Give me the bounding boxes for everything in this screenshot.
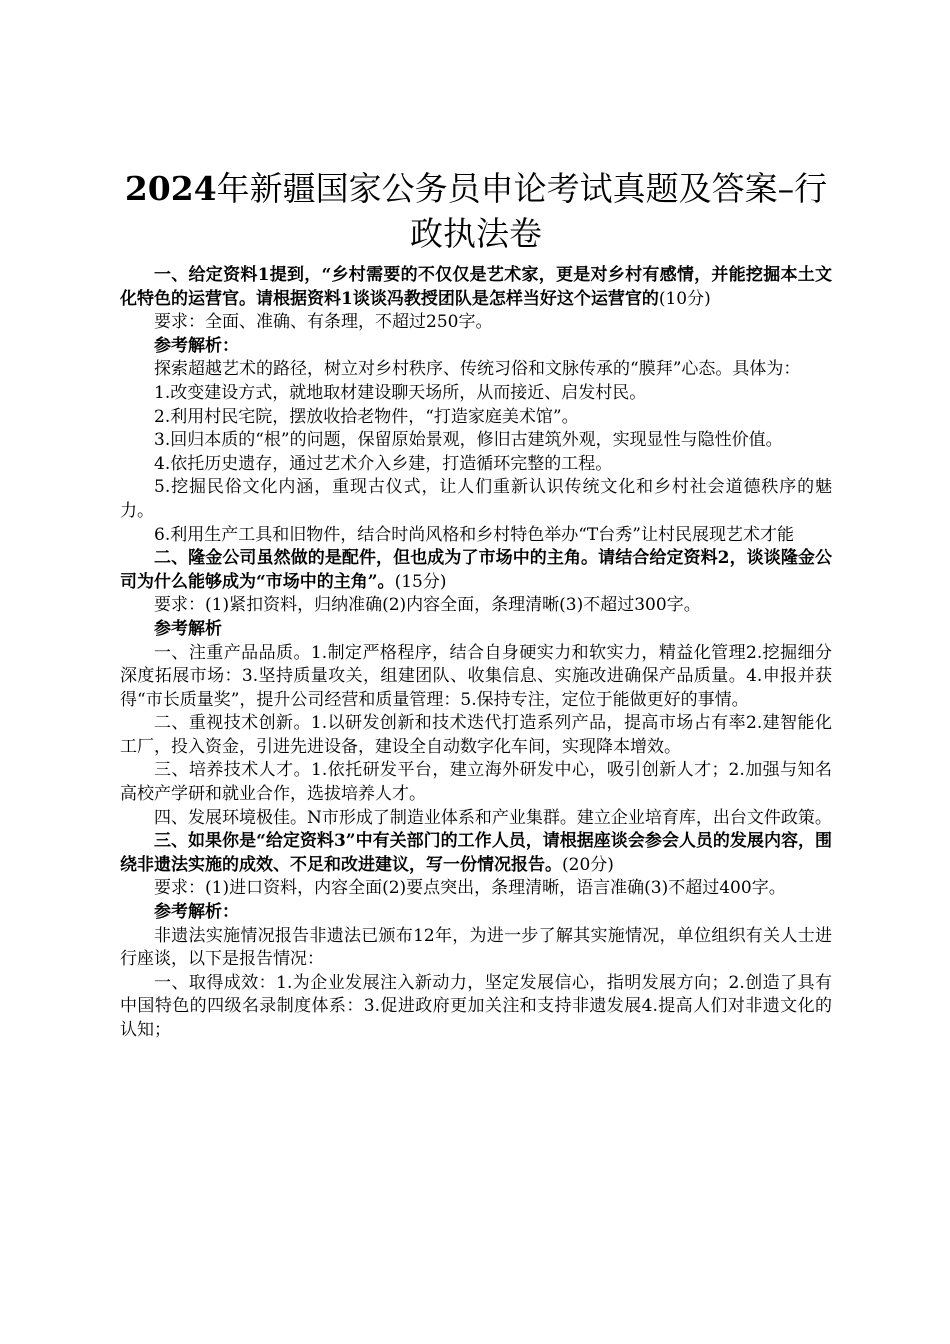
analysis-label-1: 参考解析： bbox=[154, 335, 239, 356]
question-1 bbox=[120, 264, 832, 311]
answer-paragraph: 一、注重产品品质。1.制定严格程序，结合自身硬实力和软实力，精益化管理2.挖掘细分深度拓展市场：3.坚持质量攻关，组建团队、收集信息、实施改进确保产品质量。4.申报并获得“市长质量奖”，提升公司经营和质量管理：5.保持专注，定位于能做更好的事情。 bbox=[120, 642, 832, 710]
answer-paragraph: 4.依托历史遗存，通过艺术介入乡建，打造循环完整的工程。 bbox=[154, 453, 613, 474]
answer-paragraph: 二、重视技术创新。1.以研发创新和技术迭代打造系列产品，提高市场占有率2.建智能化工厂，投入资金，引进先进设备，建设全自动数字化车间，实现降本增效。 bbox=[120, 713, 832, 757]
question-3-text: 三、如果你是“给定资料3”中有关部门的工作人员，请根据座谈会参会人员的发展内容，围绕非遗法实施的成效、不足和改进建议，写一份情况报告。 bbox=[120, 831, 832, 875]
question-2 bbox=[120, 547, 832, 594]
answer-paragraph: 非遗法实施情况报告非遗法已颁布12年，为进一步了解其实施情况，单位组织有关人士进行座谈，以下是报告情况： bbox=[120, 925, 832, 970]
question-1-text: 一、给定资料1提到，“乡村需要的不仅仅是艺术家，更是对乡村有感情，并能挖掘本土文化特色的运营官。请根据资料1谈谈冯教授团队是怎样当好这个运营官的 bbox=[120, 265, 832, 309]
question-3-points: (20分) bbox=[562, 854, 614, 875]
answer-paragraph: 探索超越艺术的路径，树立对乡村秩序、传统习俗和文脉传承的“膜拜”心态。具体为： bbox=[154, 359, 801, 380]
requirement-2: 要求：(1)紧扣资料，归纳准确(2)内容全面，条理清晰(3)不超过300字。 bbox=[154, 595, 701, 616]
question-2-text: 二、隆金公司虽然做的是配件，但也成为了市场中的主角。请结合给定资料2，谈谈隆金公司为什么能够成为“市场中的主角”。 bbox=[120, 548, 832, 592]
answer-paragraph: 一、取得成效：1.为企业发展注入新动力，坚定发展信心，指明发展方向；2.创造了具有中国特色的四级名录制度体系：3.促进政府更加关注和支持非遗发展4.提高人们对非遗文化的认知； bbox=[120, 972, 832, 1040]
analysis-label-2: 参考解析 bbox=[154, 618, 222, 639]
question-1-points: (10分) bbox=[658, 288, 711, 309]
document-title bbox=[120, 166, 832, 256]
title-year: 2024 bbox=[124, 169, 217, 208]
answer-paragraph: 四、发展环境极佳。N市形成了制造业体系和产业集群。建立企业培育库，出台文件政策。 bbox=[154, 807, 832, 828]
answer-paragraph: 三、培养技术人才。1.依托研发平台，建立海外研发中心，吸引创新人才；2.加强与知名高校产学研和就业合作，选拔培养人才。 bbox=[120, 760, 832, 805]
answer-paragraph: 2.利用村民宅院，摆放收拾老物件，“打造家庭美术馆”。 bbox=[154, 406, 579, 427]
answer-paragraph: 5.挖掘民俗文化内涵，重现古仪式，让人们重新认识传统文化和乡村社会道德秩序的魅力。 bbox=[120, 477, 832, 521]
section-3 bbox=[120, 830, 832, 1042]
requirement-3: 要求：(1)进口资料，内容全面(2)要点突出，条理清晰，语言准确(3)不超过400字。 bbox=[154, 878, 786, 899]
answer-paragraph: 6.利用生产工具和旧物件，结合时尚风格和乡村特色举办“T台秀”让村民展现艺术才能 bbox=[154, 524, 794, 545]
question-3 bbox=[120, 830, 832, 877]
question-2-points: (15分) bbox=[394, 571, 447, 592]
section-1 bbox=[120, 264, 832, 547]
analysis-label-3: 参考解析： bbox=[154, 902, 239, 923]
requirement-1: 要求：全面、准确、有条理，不超过250字。 bbox=[154, 312, 493, 333]
section-2 bbox=[120, 547, 832, 830]
title-text: 年新疆国家公务员申论考试真题及答案–行政执法卷 bbox=[216, 169, 828, 253]
answer-paragraph: 3.回归本质的“根”的问题，保留原始景观，修旧古建筑外观，实现显性与隐性价值。 bbox=[154, 430, 783, 451]
document-page bbox=[120, 166, 832, 1043]
answer-paragraph: 1.改变建设方式，就地取材建设聊天场所，从而接近、启发村民。 bbox=[154, 382, 647, 403]
